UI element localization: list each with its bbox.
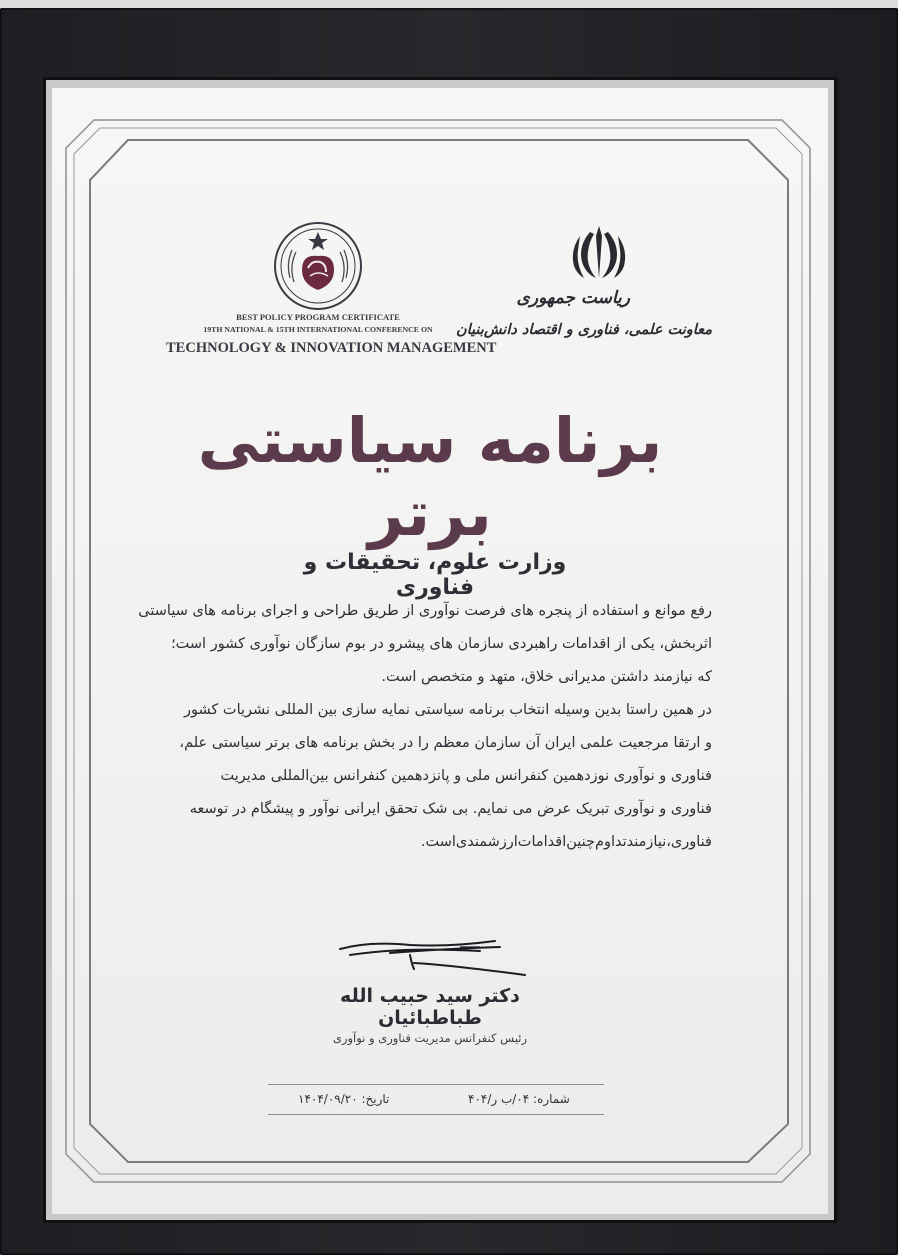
footer-rule-top bbox=[268, 1084, 604, 1085]
certificate-title: برنامه سیاستی برتر bbox=[197, 404, 663, 550]
body-line-8: فناوری،نیازمندتداوم‌چنین‌اقدامات‌ارزشمندی‌است. bbox=[420, 834, 712, 850]
vice-presidency-title: معاونت علمی، فناوری و اقتصاد دانش‌بنیان bbox=[455, 322, 712, 338]
certificate-number: شماره: ۰۴/ب ر/۴۰۴ bbox=[468, 1092, 570, 1106]
body-line-6: فناوری و نوآوری نوزدهمین کنفرانس ملی و پانزدهمین کنفرانس بین‌المللی مدیریت bbox=[220, 768, 712, 784]
signature-icon bbox=[330, 935, 530, 985]
body-line-3: که نیازمند داشتن مدیرانی خلاق، متهد و متخصص است. bbox=[381, 669, 712, 685]
logo-caption-line1: BEST POLICY PROGRAM CERTIFICATE bbox=[236, 312, 400, 322]
recipient-ministry: وزارت علوم، تحقیقات و فناوری bbox=[303, 550, 567, 600]
signer-position: رئیس کنفرانس مدیریت فناوری و نوآوری bbox=[332, 1031, 528, 1045]
body-line-7: فناوری و نوآوری تبریک عرض می نمایم. بی شک تحقق ایرانی نوآور و پیشگام در توسعه bbox=[189, 801, 712, 817]
iran-emblem-icon bbox=[568, 222, 630, 284]
body-line-1: رفع موانع و استفاده از پنجره های فرصت نوآوری از طریق طراحی و اجرای برنامه های سیاستی bbox=[138, 603, 712, 619]
presidency-title: ریاست جمهوری bbox=[516, 288, 630, 308]
conference-emblem-icon bbox=[272, 220, 364, 312]
logo-caption-line2: 19TH NATIONAL & 15TH INTERNATIONAL CONFERENCE ON bbox=[203, 325, 433, 334]
certificate-date: تاریخ: ۱۴۰۴/۰۹/۲۰ bbox=[298, 1092, 390, 1106]
footer-rule-bottom bbox=[268, 1114, 604, 1115]
body-line-4: در همین راستا بدین وسیله انتخاب برنامه سیاستی نمایه سازی بین المللی نشریات کشور bbox=[183, 702, 712, 718]
logo-caption-line3: TECHNOLOGY & INNOVATION MANAGEMENT bbox=[166, 340, 497, 356]
body-line-5: و ارتقا مرجعیت علمی ایران آن سازمان معظم را در بخش برنامه های برتر سیاستی علم، bbox=[179, 735, 712, 751]
body-line-2: اثربخش، یکی از اقدامات راهبردی سازمان های پیشرو در بوم سازگان نوآوری کشور است؛ bbox=[171, 636, 712, 652]
signer-name: دکتر سید حبیب الله طباطبائیان bbox=[340, 985, 520, 1029]
